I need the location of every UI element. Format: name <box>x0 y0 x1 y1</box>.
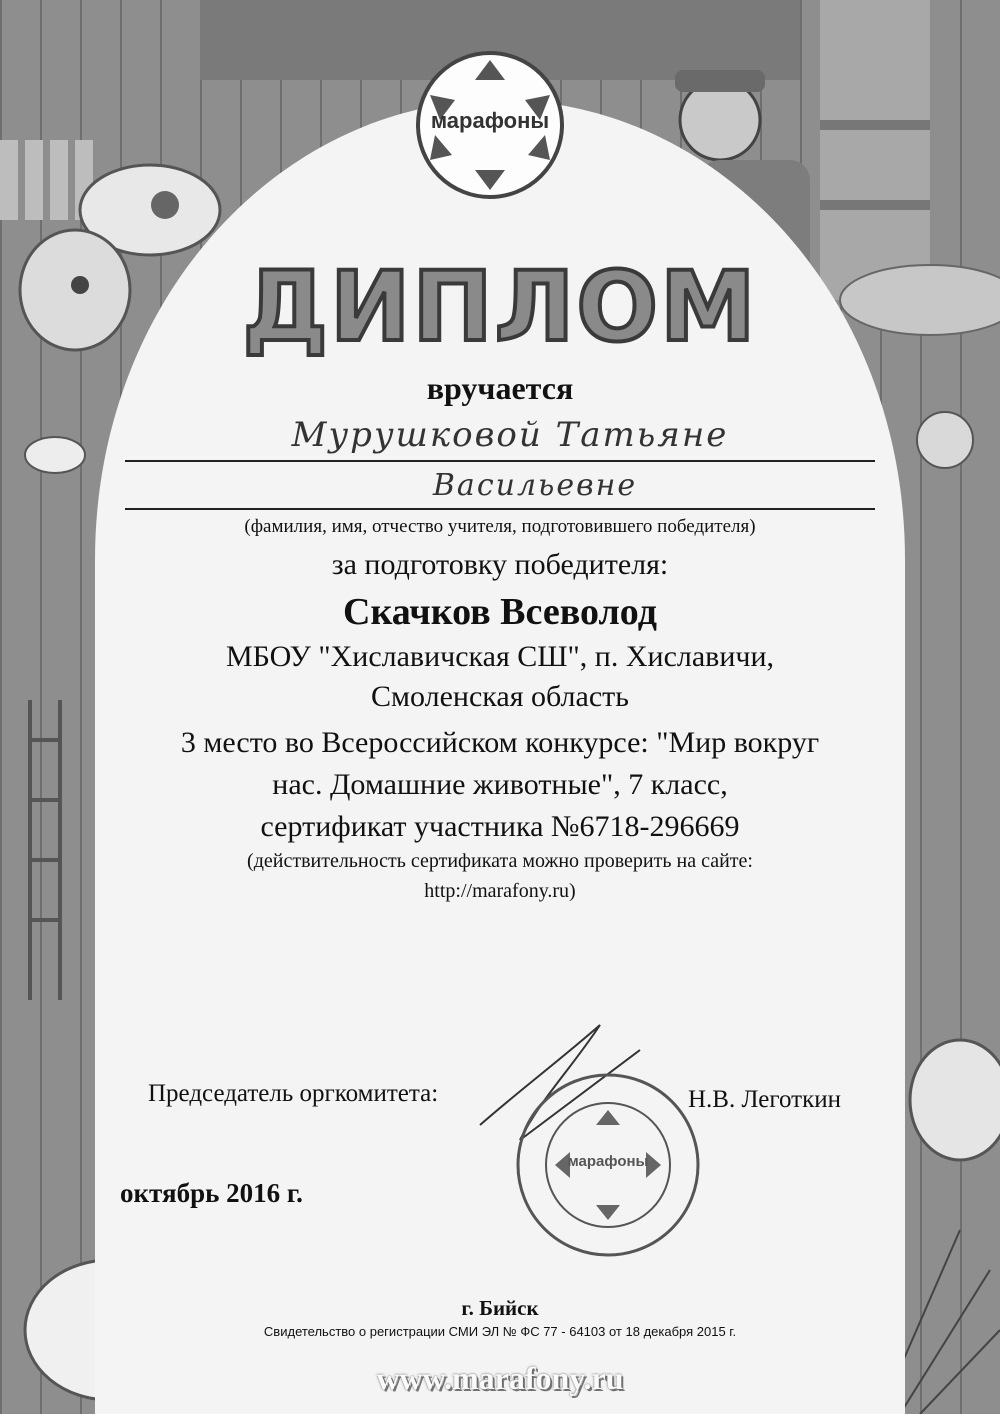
verify-url: http://marafony.ru) <box>424 880 576 902</box>
school-line: МБОУ "Хиславичская СШ", п. Хиславичи, <box>225 640 775 673</box>
logo-text: марафоны <box>430 108 550 133</box>
silo-right-band <box>820 120 930 130</box>
name-underline-2 <box>125 508 875 510</box>
diploma-title <box>242 232 758 382</box>
cat-eye <box>71 276 89 294</box>
silo-right-band <box>820 200 930 210</box>
silo-right <box>820 0 930 300</box>
registration-note: Свидетельство о регистрации СМИ ЭЛ № ФС 77 - 64103 от 18 декабря 2015 г. <box>263 1324 737 1339</box>
title-text: ДИПЛОМ <box>242 251 758 363</box>
name-underline-1 <box>125 460 875 462</box>
winner-name: Скачков Всеволод <box>343 591 657 633</box>
chick <box>917 412 973 468</box>
goose <box>25 437 85 473</box>
chairman-label: Председатель оргкомитета: <box>148 1080 439 1107</box>
place-line-1: 3 место во Всероссийском конкурсе: "Мир вокруг <box>180 726 820 759</box>
stamp-logo-text: марафоны <box>567 1153 649 1170</box>
certificate-line: сертификат участника №6718-296669 <box>260 810 740 843</box>
site-url: www.marafony.ru <box>376 1360 624 1396</box>
farmer-hat <box>675 70 765 92</box>
place-line-2: нас. Домашние животные", 7 класс, <box>272 768 728 801</box>
city: г. Бийск <box>461 1296 539 1320</box>
teacher-caption: (фамилия, имя, отчество учителя, подготовившего победителя) <box>244 516 756 537</box>
issue-date: октябрь 2016 г. <box>120 1178 303 1208</box>
cow-spot <box>151 191 179 219</box>
teacher-name-handwritten-2: Васильевне <box>432 468 638 503</box>
awarded-label: вручается <box>426 370 574 406</box>
pond <box>840 265 1000 335</box>
cow-right <box>910 1040 1000 1160</box>
chairman-name: Н.В. Леготкин <box>688 1086 841 1113</box>
for-preparation-label: за подготовку победителя: <box>331 548 669 581</box>
verify-line: (действительность сертификата можно проверить на сайте: <box>247 850 753 872</box>
teacher-name-handwritten-1: Мурушковой Татьяне <box>291 415 729 455</box>
region-line: Смоленская область <box>371 680 629 713</box>
